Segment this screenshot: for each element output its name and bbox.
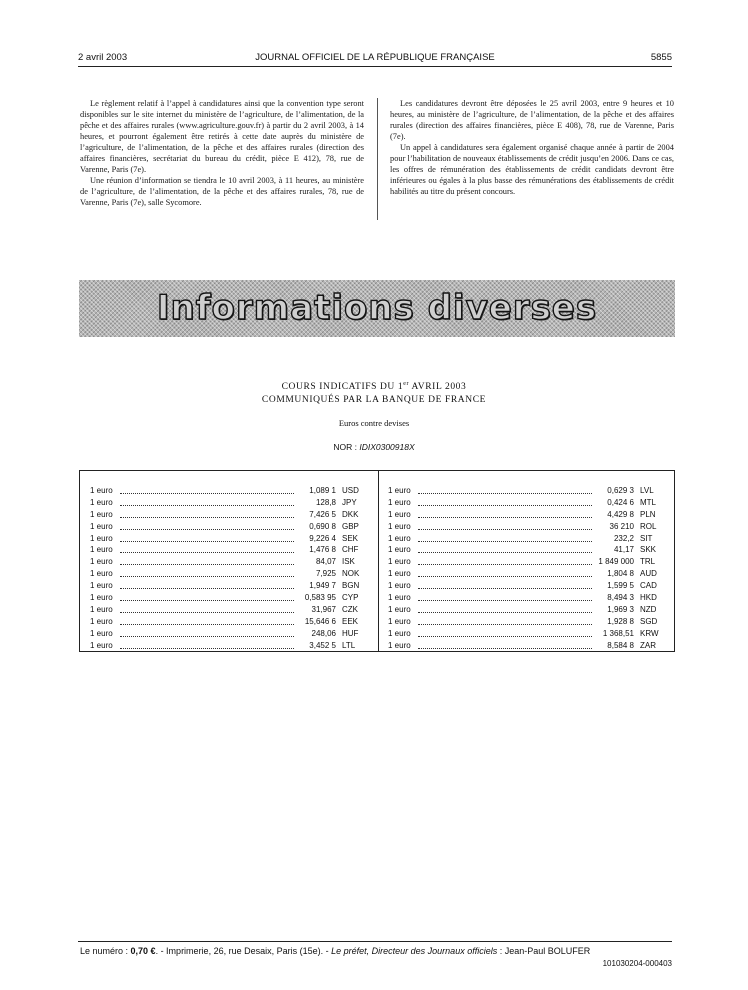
right-column [390,98,674,197]
rate-value: 41,17 [613,545,634,555]
rate-value: 84,07 [315,557,336,567]
currency-code: ROL [640,521,657,531]
rate-label: 1 euro [90,569,113,579]
rate-row [388,628,672,640]
rate-row [388,497,672,509]
currency-code: PLN [640,509,656,519]
currency-code: CYP [342,593,359,603]
rate-label: 1 euro [388,593,411,603]
currency-code: NZD [640,604,657,614]
currency-code: HUF [342,628,359,638]
rate-label: 1 euro [388,497,411,507]
rate-label: 1 euro [90,486,113,495]
dot-leader [418,588,592,589]
rate-value: 1,949 7 [309,581,336,591]
rate-label: 1 euro [388,628,411,638]
rate-value: 7,925 [315,569,336,579]
dot-leader [418,636,592,637]
rate-row [388,580,672,592]
rate-row [388,485,672,497]
rate-label: 1 euro [388,604,411,614]
rate-row [90,544,374,556]
dot-leader [120,576,294,577]
rate-value: 1,804 8 [607,569,634,579]
dot-leader [120,493,294,494]
rate-row [90,497,374,509]
notice-title-line2: COMMUNIQUÉS PAR LA BANQUE DE FRANCE [261,395,487,405]
rate-value: 9,226 4 [309,533,336,543]
rate-row [388,640,672,652]
header-page-number: 5855 [650,52,672,63]
ordinal-suffix: er [403,381,410,387]
rate-label: 1 euro [388,581,411,591]
rate-label: 1 euro [388,640,411,650]
rate-row [90,628,374,640]
rate-row [90,509,374,521]
rate-row [90,521,374,533]
running-header [78,50,672,67]
currency-code: HKD [640,593,657,603]
rate-label: 1 euro [90,604,113,614]
rate-label: 1 euro [388,569,411,579]
notice-title-text: AVRIL 2003 [409,382,467,393]
dot-leader [120,600,294,601]
rate-row [388,533,672,545]
currency-code: NOK [342,569,360,579]
rate-label: 1 euro [388,616,411,626]
rate-row [388,544,672,556]
paragraph: Le règlement relatif à l’appel à candidatures ainsi que la convention type seront disponibles sur le site internet du ministère de l’agriculture, de l’alimentation, de la pêche et des affaires rurales (www.agriculture.gouv.fr) à partir du 2 avril 2003, à 14 heures, et pourront également être retirés à cette date auprès du ministère de l’agriculture, de l’alimentation, de la pêche et des affaires rurales (direction des affaires financières, secrétariat du bureau du crédit, pièce E 412), 78, rue de Varenne, Paris (7e). [80,99,364,174]
left-column [80,98,364,208]
rates-right-column [388,485,672,651]
rate-row [90,604,374,616]
rate-value: 31,967 [311,604,336,614]
footer-rule [78,941,672,942]
currency-code: ZAR [640,640,656,650]
rate-value: 0,583 95 [304,593,336,603]
rate-label: 1 euro [388,533,411,543]
rate-label: 1 euro [388,486,411,495]
currency-code: SKK [640,545,657,555]
dot-leader [418,600,592,601]
rates-left-column [90,485,374,651]
rate-row [90,568,374,580]
rate-value: 36 210 [609,521,634,531]
currency-code: GBP [342,521,359,531]
dot-leader [418,552,592,553]
rate-row [388,568,672,580]
paragraph: Les candidatures devront être déposées le 25 avril 2003, entre 9 heures et 10 heures, au ministère de l’agriculture, de l’alimentation, de la pêche et des affaires rurales (direction des affaires financières, pièce E 408), 78, rue de Varenne, Paris (7e). [390,99,674,141]
rate-label: 1 euro [90,616,113,626]
rate-value: 1,599 5 [607,581,634,591]
currency-code: JPY [342,497,357,507]
rate-value: 1 849 000 [598,557,634,567]
rate-label: 1 euro [90,545,113,555]
footer-director-role: Le préfet, Directeur des Journaux officiels [331,946,498,956]
currency-code: CZK [342,604,358,614]
rate-value: 3,452 5 [309,640,336,650]
currency-code: DKK [342,509,359,519]
rate-value: 4,429 8 [607,509,634,519]
rate-row [388,509,672,521]
header-date: 2 avril 2003 [78,52,128,63]
rate-label: 1 euro [90,640,113,650]
rate-value: 1,089 1 [309,486,336,495]
rate-row [90,640,374,652]
currency-code: AUD [640,569,657,579]
dot-leader [120,588,294,589]
rate-value: 0,690 8 [309,521,336,531]
dot-leader [120,505,294,506]
rate-row [388,592,672,604]
rate-value: 1,928 8 [607,616,634,626]
dot-leader [120,612,294,613]
rate-value: 8,494 3 [607,593,634,603]
rate-row [388,521,672,533]
currency-code: KRW [640,628,659,638]
dot-leader [418,648,592,649]
table-divider [378,471,379,651]
currency-code: SGD [640,616,658,626]
rate-row [90,592,374,604]
dot-leader [120,648,294,649]
currency-code: USD [342,486,359,495]
currency-code: TRL [640,557,656,567]
currency-code: SEK [342,533,359,543]
rate-value: 15,646 6 [304,616,336,626]
dot-leader [418,529,592,530]
dot-leader [120,624,294,625]
rate-value: 1,969 3 [607,604,634,614]
currency-code: LTL [342,640,356,650]
rate-label: 1 euro [388,545,411,555]
dot-leader [120,564,294,565]
currency-code: BGN [342,581,360,591]
rate-label: 1 euro [388,557,411,567]
currency-code: CHF [342,545,359,555]
rate-value: 1 368,51 [602,628,634,638]
rate-row [90,533,374,545]
dot-leader [418,624,592,625]
body-text [80,98,674,226]
footer-director-name: : Jean-Paul BOLUFER [497,946,591,956]
dot-leader [120,529,294,530]
currency-code: SIT [640,533,653,543]
currency-code: EEK [342,616,359,626]
rate-label: 1 euro [388,521,411,531]
currency-code: CAD [640,581,657,591]
footer-price-label: Le numéro : [80,946,131,956]
notice-title-line1 [0,381,748,392]
rate-row [388,556,672,568]
dot-leader [418,517,592,518]
dot-leader [418,541,592,542]
header-title: JOURNAL OFFICIEL DE LA RÉPUBLIQUE FRANÇAISE [255,52,495,63]
rate-value: 7,426 5 [309,509,336,519]
rate-label: 1 euro [90,497,113,507]
dot-leader [120,552,294,553]
footer-code: 101030204-000403 [602,959,672,968]
rate-label: 1 euro [90,521,113,531]
nor-code: IDIX0300918X [359,442,415,452]
rate-row [90,485,374,497]
column-divider [377,98,378,220]
rate-label: 1 euro [90,628,113,638]
currency-code: ISK [342,557,355,567]
currency-code: LVL [640,486,654,495]
notice-subtitle: Euros contre devises [338,418,410,428]
footer-imprint [80,946,672,956]
rate-row [90,580,374,592]
dot-leader [120,636,294,637]
rate-value: 248,06 [311,628,336,638]
rate-value: 232,2 [613,533,634,543]
rate-row [388,604,672,616]
rate-row [388,616,672,628]
footer-price: 0,70 € [130,946,156,956]
rate-value: 8,584 8 [607,640,634,650]
rate-value: 0,424 6 [607,497,634,507]
nor-label: NOR : [333,442,360,452]
dot-leader [418,505,592,506]
rate-value: 0,629 3 [607,486,634,495]
rate-label: 1 euro [90,581,113,591]
dot-leader [418,612,592,613]
section-banner [79,280,675,337]
dot-leader [120,517,294,518]
section-title: Informations diverses [156,288,598,328]
paragraph: Un appel à candidatures sera également organisé chaque année à partir de 2004 pour l’habilitation de nouveaux établissements de crédit jusqu’en 2006. Dans ce cas, les offres de rémunération des établissements de crédit candidats devront être inférieures ou égales à la plus basse des rémunérations des établissements de crédit habilités au titre du présent concours. [390,143,674,196]
dot-leader [120,541,294,542]
currency-code: MTL [640,497,656,507]
rate-label: 1 euro [90,509,113,519]
rate-label: 1 euro [90,593,113,603]
exchange-rates-table [79,470,675,652]
rate-label: 1 euro [90,557,113,567]
footer-printer: . - Imprimerie, 26, rue Desaix, Paris (15e). - [155,946,332,956]
dot-leader [418,576,592,577]
rate-row [90,556,374,568]
rate-value: 1,476 8 [309,545,336,555]
dot-leader [418,564,592,565]
rate-row [90,616,374,628]
nor-reference [0,442,748,452]
rate-label: 1 euro [388,509,411,519]
rate-label: 1 euro [90,533,113,543]
notice-title-text: COURS INDICATIFS DU 1 [281,382,404,393]
paragraph: Une réunion d’information se tiendra le 10 avril 2003, à 11 heures, au ministère de l’agriculture, de l’alimentation, de la pêche et des affaires rurales, 78, rue de Varenne, Paris (7e), salle Sycomore. [80,176,364,207]
rate-value: 128,8 [315,497,336,507]
dot-leader [418,493,592,494]
